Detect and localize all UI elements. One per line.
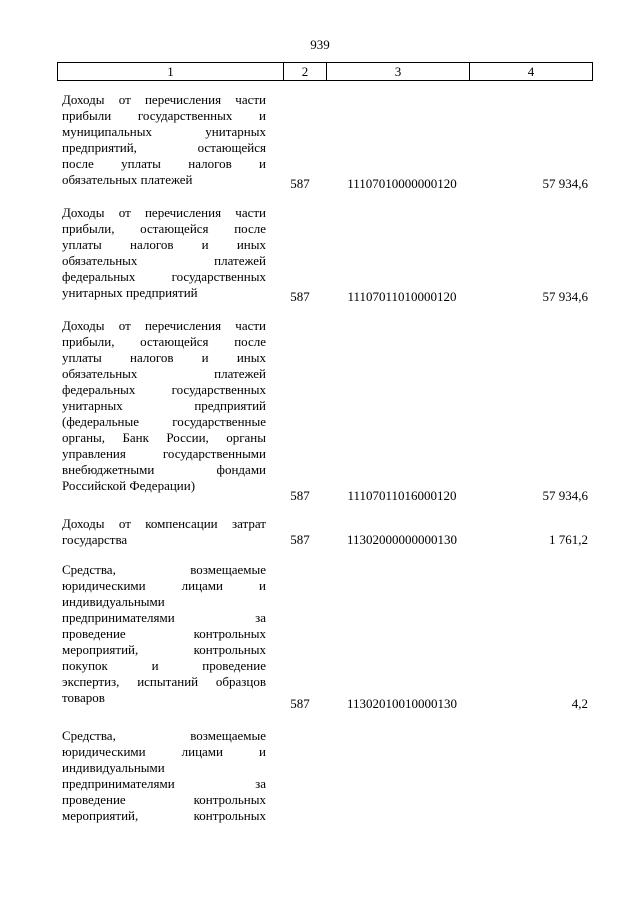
income-name-line: Средства, возмещаемые (62, 562, 266, 577)
income-name-line: федеральных государственных (62, 382, 266, 397)
income-name (62, 516, 266, 548)
income-name-line: покупок и проведение (62, 658, 266, 673)
admin-code: 587 (290, 488, 310, 503)
income-name-line: Доходы от перечисления части (62, 92, 266, 107)
admin-code: 587 (290, 289, 310, 304)
income-name-line: индивидуальными (62, 760, 165, 775)
budget-classification-code: 11302010010000130 (346, 696, 458, 711)
table-row (57, 562, 588, 712)
income-name-line: (федеральные государственные (62, 414, 266, 429)
budget-classification-code: 11107011016000120 (347, 488, 457, 503)
income-name-line: федеральных государственных (62, 269, 266, 284)
admin-code: 587 (290, 696, 310, 711)
income-name-line: проведение контрольных (62, 626, 266, 641)
income-name-line: Средства, возмещаемые (62, 728, 266, 743)
income-name-line: уплаты налогов и иных (62, 350, 266, 365)
admin-code: 587 (290, 176, 310, 191)
income-name-line: после уплаты налогов и (62, 156, 266, 171)
column-header-3: 3 (327, 63, 470, 81)
income-name-line: обязательных платежей (62, 172, 193, 187)
income-name (62, 562, 266, 706)
budget-classification-code: 11107011010000120 (347, 289, 457, 304)
income-name-line: мероприятий, контрольных (62, 808, 266, 823)
income-name-line: Российской Федерации) (62, 478, 196, 493)
income-name-line: предприятий, остающейся (62, 140, 266, 155)
table-row (57, 92, 588, 192)
income-name (62, 318, 266, 494)
income-name-line: Доходы от компенсации затрат (62, 516, 266, 531)
amount: 1 761,2 (549, 532, 588, 547)
income-name (62, 728, 266, 824)
table-row (57, 205, 588, 305)
amount: 57 934,6 (542, 289, 588, 304)
income-name-line: унитарных предприятий (62, 398, 266, 413)
income-name-line: прибыли государственных и (62, 108, 266, 123)
page-number: 939 (310, 37, 330, 52)
column-header-table (57, 62, 593, 81)
budget-classification-code: 11302000000000130 (346, 532, 458, 547)
admin-code: 587 (290, 532, 310, 547)
income-name-line: органы, Банк России, органы (62, 430, 266, 445)
income-name-line: Доходы от перечисления части (62, 205, 266, 220)
income-name-line: обязательных платежей (62, 253, 266, 268)
income-name-line: государства (62, 532, 128, 547)
amount: 4,2 (571, 696, 588, 711)
income-name-line: уплаты налогов и иных (62, 237, 266, 252)
income-name-line: прибыли, остающейся после (62, 221, 266, 236)
amount: 57 934,6 (542, 488, 588, 503)
income-name-line: товаров (62, 690, 105, 705)
table-row (57, 728, 588, 828)
column-header-2: 2 (284, 63, 327, 81)
column-header-1: 1 (58, 63, 284, 81)
income-name-line: Доходы от перечисления части (62, 318, 266, 333)
income-name-line: предпринимателями за (62, 776, 266, 791)
income-name-line: экспертиз, испытаний образцов (62, 674, 266, 689)
column-header-row (58, 63, 593, 81)
income-name-line: проведение контрольных (62, 792, 266, 807)
income-name (62, 205, 266, 301)
table-row (57, 318, 588, 503)
income-name-line: индивидуальными (62, 594, 165, 609)
income-name-line: унитарных предприятий (62, 285, 198, 300)
income-name-line: предпринимателями за (62, 610, 266, 625)
income-name (62, 92, 266, 188)
table-row (57, 516, 588, 550)
column-header-4: 4 (470, 63, 593, 81)
income-name-line: юридическими лицами и (62, 578, 266, 593)
amount: 57 934,6 (542, 176, 588, 191)
income-name-line: обязательных платежей (62, 366, 266, 381)
income-name-line: прибыли, остающейся после (62, 334, 266, 349)
income-name-line: юридическими лицами и (62, 744, 266, 759)
income-name-line: муниципальных унитарных (62, 124, 266, 139)
income-name-line: мероприятий, контрольных (62, 642, 266, 657)
budget-classification-code: 11107010000000120 (347, 176, 457, 191)
income-name-line: управления государственными (62, 446, 266, 461)
income-name-line: внебюджетными фондами (62, 462, 266, 477)
